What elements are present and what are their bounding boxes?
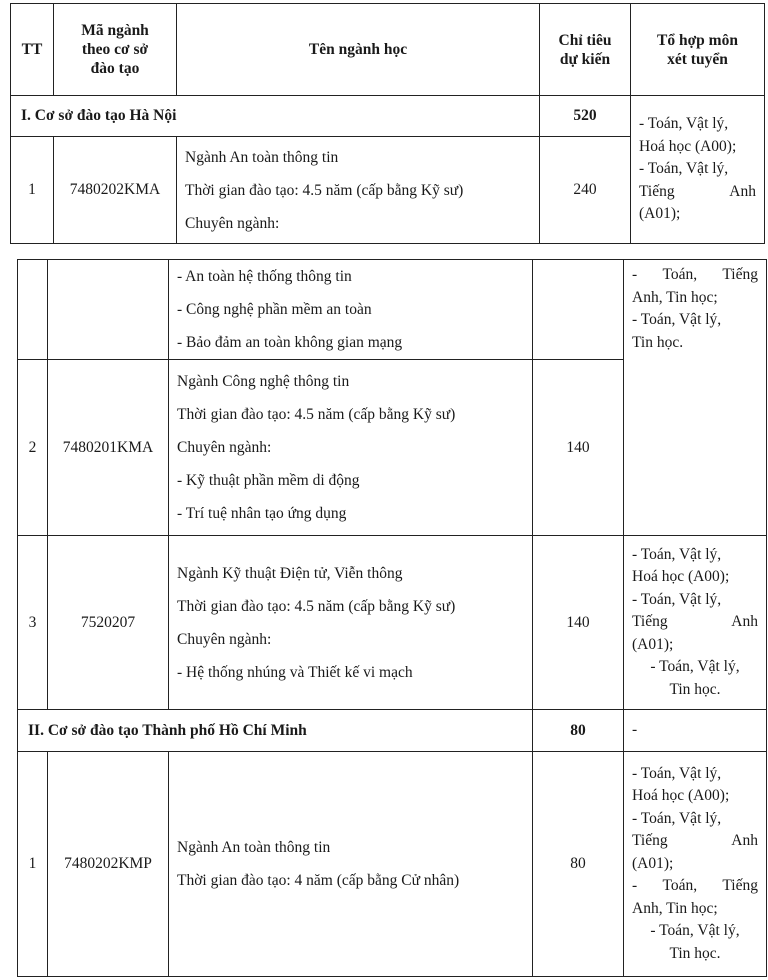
combo-cell bbox=[624, 536, 767, 710]
row-tt: 2 bbox=[18, 360, 48, 536]
row-code: 7480202KMP bbox=[48, 752, 169, 977]
table-row bbox=[18, 752, 767, 977]
header-tt: TT bbox=[11, 4, 54, 96]
row-quota: 240 bbox=[540, 137, 631, 244]
major-line: Ngành An toàn thông tin bbox=[177, 839, 331, 856]
section-quota: 520 bbox=[540, 96, 631, 137]
combo-line: Tin học. bbox=[669, 680, 721, 698]
combo-cell bbox=[624, 752, 767, 977]
admission-table-part-1 bbox=[10, 3, 765, 244]
header-combo bbox=[631, 4, 765, 96]
combo-line: - Toán, Vật lý, bbox=[632, 764, 722, 782]
major-line: - An toàn hệ thống thông tin bbox=[177, 268, 352, 285]
major-line: Chuyên ngành: bbox=[177, 630, 272, 648]
header-combo-line: Tổ hợp môn bbox=[657, 31, 738, 49]
header-code-line: theo cơ sở bbox=[81, 41, 149, 58]
section-row-hcmc bbox=[18, 710, 767, 752]
combo-line: - Toán, Tiếng bbox=[632, 266, 758, 283]
row-code: 7480201KMA bbox=[48, 360, 169, 536]
header-major: Tên ngành học bbox=[177, 4, 540, 96]
header-row bbox=[11, 4, 765, 96]
major-line: Thời gian đào tạo: 4.5 năm (cấp bằng Kỹ sư) bbox=[185, 181, 464, 199]
row-tt-empty bbox=[18, 260, 48, 360]
combo-line: Tiếng Anh bbox=[639, 182, 756, 200]
section-title: I. Cơ sở đào tạo Hà Nội bbox=[11, 96, 540, 137]
major-line: Ngành Công nghệ thông tin bbox=[177, 373, 350, 390]
row-tt: 1 bbox=[11, 137, 54, 244]
combo-line: Anh, Tin học; bbox=[632, 899, 718, 917]
major-line: Thời gian đào tạo: 4 năm (cấp bằng Cử nhân) bbox=[177, 872, 460, 889]
row-quota: 140 bbox=[533, 536, 624, 710]
combo-line: (A01); bbox=[639, 205, 681, 223]
combo-line: - Toán, Vật lý, bbox=[632, 590, 722, 608]
combo-line: - Toán, Vật lý, bbox=[639, 160, 729, 178]
header-code-line: Mã ngành bbox=[81, 22, 149, 39]
major-line: - Bảo đảm an toàn không gian mạng bbox=[177, 334, 403, 351]
combo-line: Hoá học (A00); bbox=[632, 787, 730, 805]
combo-cell bbox=[631, 96, 765, 244]
combo-line: - Toán, Vật lý, bbox=[650, 658, 740, 676]
major-line: - Trí tuệ nhân tạo ứng dụng bbox=[177, 505, 347, 522]
combo-cell bbox=[624, 260, 767, 536]
row-tt: 1 bbox=[18, 752, 48, 977]
combo-line: (A01); bbox=[632, 854, 674, 872]
major-line: - Hệ thống nhúng và Thiết kế vi mạch bbox=[177, 663, 413, 681]
row-major bbox=[169, 536, 533, 710]
major-line: Chuyên ngành: bbox=[177, 439, 272, 456]
row-major bbox=[169, 752, 533, 977]
section-quota: 80 bbox=[533, 710, 624, 752]
row-code-empty bbox=[48, 260, 169, 360]
combo-line: Tiếng Anh bbox=[632, 832, 758, 850]
row-major bbox=[177, 137, 540, 244]
combo-line: Hoá học (A00); bbox=[639, 137, 737, 155]
combo-line: - Toán, Tiếng bbox=[632, 877, 758, 895]
combo-line: Tin học. bbox=[669, 944, 721, 962]
row-tt: 3 bbox=[18, 536, 48, 710]
major-line: Chuyên ngành: bbox=[185, 214, 280, 232]
major-line: Thời gian đào tạo: 4.5 năm (cấp bằng Kỹ sư) bbox=[177, 406, 456, 423]
row-quota: 140 bbox=[533, 360, 624, 536]
major-line: Thời gian đào tạo: 4.5 năm (cấp bằng Kỹ sư) bbox=[177, 597, 456, 615]
combo-line: - Toán, Vật lý, bbox=[632, 545, 722, 563]
combo-line: - Toán, Vật lý, bbox=[632, 311, 722, 328]
combo-line: - Toán, Vật lý, bbox=[632, 809, 722, 827]
admission-table-part-2 bbox=[17, 259, 767, 977]
header-code bbox=[54, 4, 177, 96]
combo-line: Anh, Tin học; bbox=[632, 288, 718, 306]
combo-line: - Toán, Vật lý, bbox=[639, 115, 729, 133]
combo-line: (A01); bbox=[632, 635, 674, 653]
major-line: - Kỹ thuật phần mềm di động bbox=[177, 472, 360, 489]
row-code: 7520207 bbox=[48, 536, 169, 710]
combo-line: Hoá học (A00); bbox=[632, 568, 730, 586]
combo-line: Tin học. bbox=[632, 333, 684, 351]
header-quota-line: dự kiến bbox=[559, 50, 611, 68]
section-title: II. Cơ sở đào tạo Thành phố Hồ Chí Minh bbox=[18, 710, 533, 752]
section-row-hanoi bbox=[11, 96, 765, 137]
major-line: - Công nghệ phần mềm an toàn bbox=[177, 301, 372, 318]
row-code: 7480202KMA bbox=[54, 137, 177, 244]
header-code-line: đào tạo bbox=[90, 60, 140, 77]
major-line: Ngành An toàn thông tin bbox=[185, 148, 339, 166]
row-major bbox=[169, 360, 533, 536]
row-quota-empty bbox=[533, 260, 624, 360]
header-combo-line: xét tuyển bbox=[667, 50, 728, 68]
row-quota: 80 bbox=[533, 752, 624, 977]
row-major-continued bbox=[169, 260, 533, 360]
combo-cell: - bbox=[624, 710, 767, 752]
header-quota-line: Chỉ tiêu bbox=[558, 31, 612, 49]
major-line: Ngành Kỹ thuật Điện tử, Viễn thông bbox=[177, 564, 403, 582]
table-row bbox=[18, 536, 767, 710]
combo-line: - Toán, Vật lý, bbox=[650, 922, 740, 940]
table-row bbox=[18, 260, 767, 360]
header-quota bbox=[540, 4, 631, 96]
combo-line: Tiếng Anh bbox=[632, 613, 758, 631]
